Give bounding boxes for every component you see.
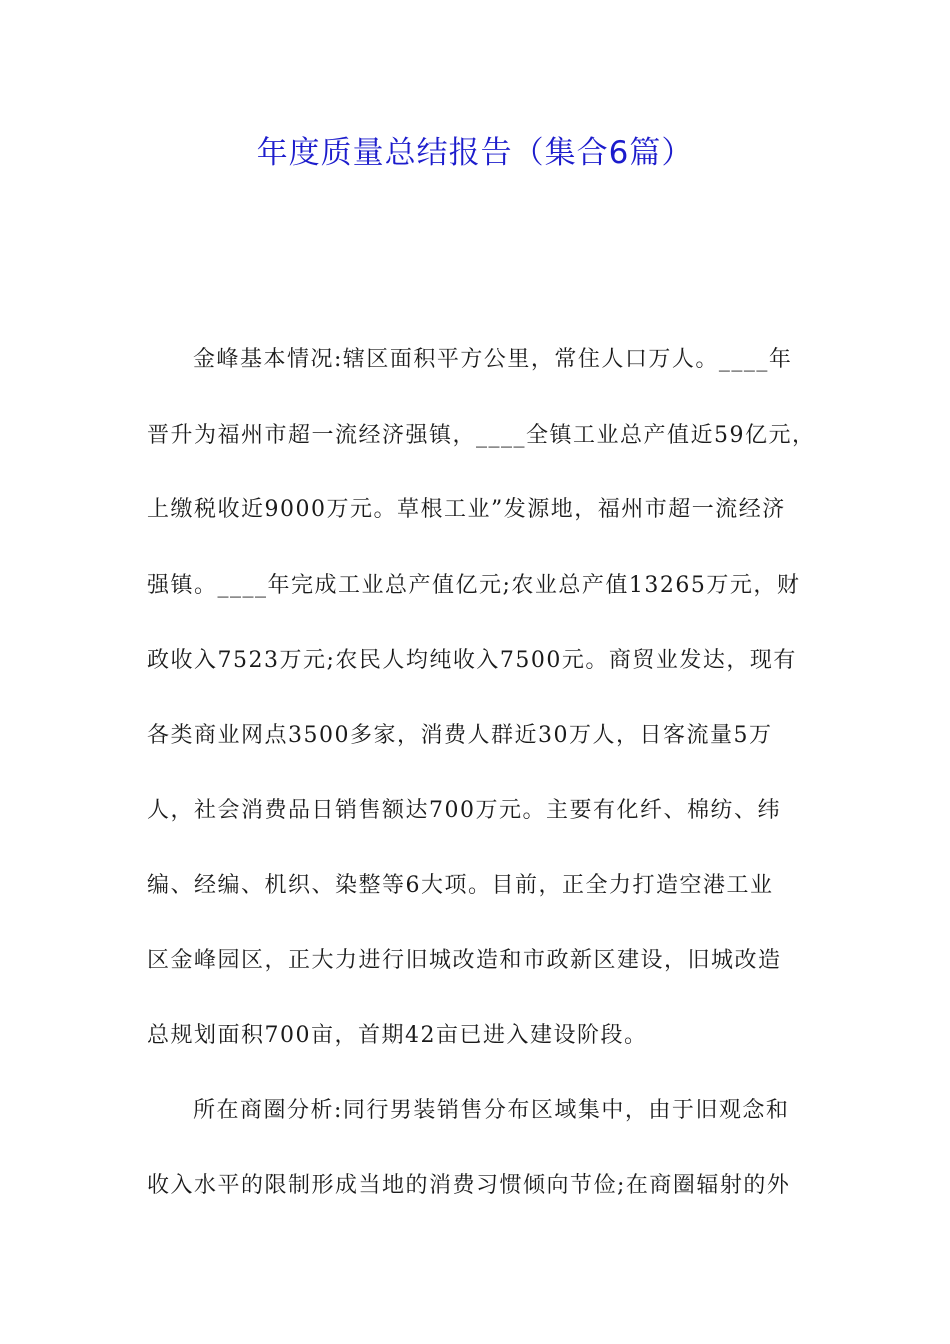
paragraph-1-line-10: 总规划面积700亩，首期42亩已进入建设阶段。 bbox=[147, 1023, 648, 1048]
document-title: 年度质量总结报告（集合6篇） bbox=[256, 135, 694, 171]
paragraph-1-line-9: 区金峰园区，正大力进行旧城改造和市政新区建设，旧城改造 bbox=[147, 948, 782, 973]
paragraph-1-line-6: 各类商业网点3500多家，消费人群近30万人，日客流量5万 bbox=[147, 723, 773, 748]
paragraph-1-line-8: 编、经编、机织、染整等6大项。目前，正全力打造空港工业 bbox=[147, 873, 774, 898]
paragraph-1-line-5: 政收入7523万元;农民人均纯收入7500元。商贸业发达，现有 bbox=[147, 648, 797, 673]
paragraph-2-line-1: 所在商圈分析:同行男装销售分布区域集中，由于旧观念和 bbox=[193, 1098, 790, 1123]
paragraph-2-line-2: 收入水平的限制形成当地的消费习惯倾向节俭;在商圈辐射的外 bbox=[147, 1173, 791, 1198]
paragraph-1-line-7: 人，社会消费品日销售额达700万元。主要有化纤、棉纺、纬 bbox=[147, 798, 781, 823]
paragraph-1-line-4: 强镇。____年完成工业总产值亿元;农业总产值13265万元，财 bbox=[147, 573, 801, 598]
paragraph-1-line-1: 金峰基本情况:辖区面积平方公里，常住人口万人。____年 bbox=[193, 347, 793, 372]
paragraph-1-line-2: 晋升为福州市超一流经济强镇，____全镇工业总产值近59亿元， bbox=[147, 423, 816, 448]
paragraph-1-line-3: 上缴税收近9000万元。草根工业”发源地，福州市超一流经济 bbox=[147, 497, 786, 522]
